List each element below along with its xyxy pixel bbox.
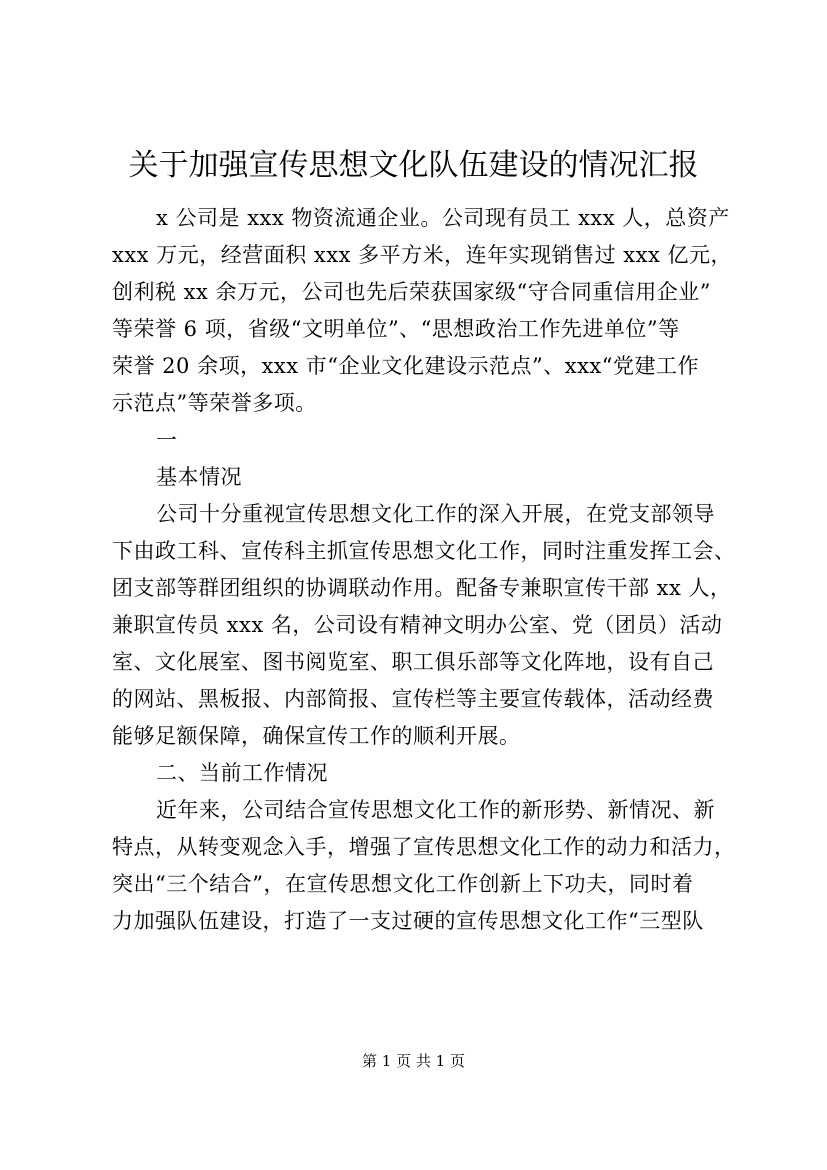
intro-line: 荣誉 20 余项，xxx 市“企业文化建设示范点”、xxx“党建工作 — [112, 354, 700, 378]
section1-line: 下由政工科、宣传科主抓宣传思想文化工作，同时注重发挥工会、 — [112, 539, 736, 563]
page-footer: 第 1 页 共 1 页 — [362, 1052, 465, 1070]
section1-line: 兼职宣传员 xxx 名，公司设有精神文明办公室、党（团员）活动 — [112, 613, 723, 637]
document-title: 关于加强宣传思想文化队伍建设的情况汇报 — [128, 148, 699, 183]
intro-line: x 公司是 xxx 物资流通企业。公司现有员工 xxx 人，总资产 — [156, 206, 730, 230]
document-body — [112, 200, 736, 940]
intro-line: 创利税 xx 余万元，公司也先后荣获国家级“守合同重信用企业” — [112, 280, 712, 304]
section2-line: 特点，从转变观念入手，增强了宣传思想文化工作的动力和活力， — [112, 835, 736, 859]
section1-line: 团支部等群团组织的协调联动作用。配备专兼职宣传干部 xx 人， — [112, 576, 732, 600]
section2-line: 近年来，公司结合宣传思想文化工作的新形势、新情况、新 — [156, 798, 715, 822]
section1-line: 室、文化展室、图书阅览室、职工俱乐部等文化阵地，设有自己 — [112, 650, 714, 674]
section1-line: 能够足额保障，确保宣传工作的顺利开展。 — [112, 724, 521, 748]
intro-line: xxx 万元，经营面积 xxx 多平方米，连年实现销售过 xxx 亿元， — [112, 243, 732, 267]
intro-line: 示范点”等荣誉多项。 — [112, 391, 317, 415]
section1-line: 公司十分重视宣传思想文化工作的深入开展，在党支部领导 — [156, 502, 715, 526]
section-heading: 基本情况 — [156, 465, 242, 489]
section1-line: 的网站、黑板报、内部简报、宣传栏等主要宣传载体，活动经费 — [112, 687, 714, 711]
section-number: 一 — [156, 428, 178, 452]
intro-line: 等荣誉 6 项，省级“文明单位”、“思想政治工作先进单位”等 — [112, 317, 680, 341]
section2-line: 力加强队伍建设，打造了一支过硬的宣传思想文化工作“三型队 — [112, 909, 704, 933]
section2-line: 突出“三个结合”，在宣传思想文化工作创新上下功夫，同时着 — [112, 872, 694, 896]
section-heading: 二、当前工作情况 — [156, 761, 328, 785]
